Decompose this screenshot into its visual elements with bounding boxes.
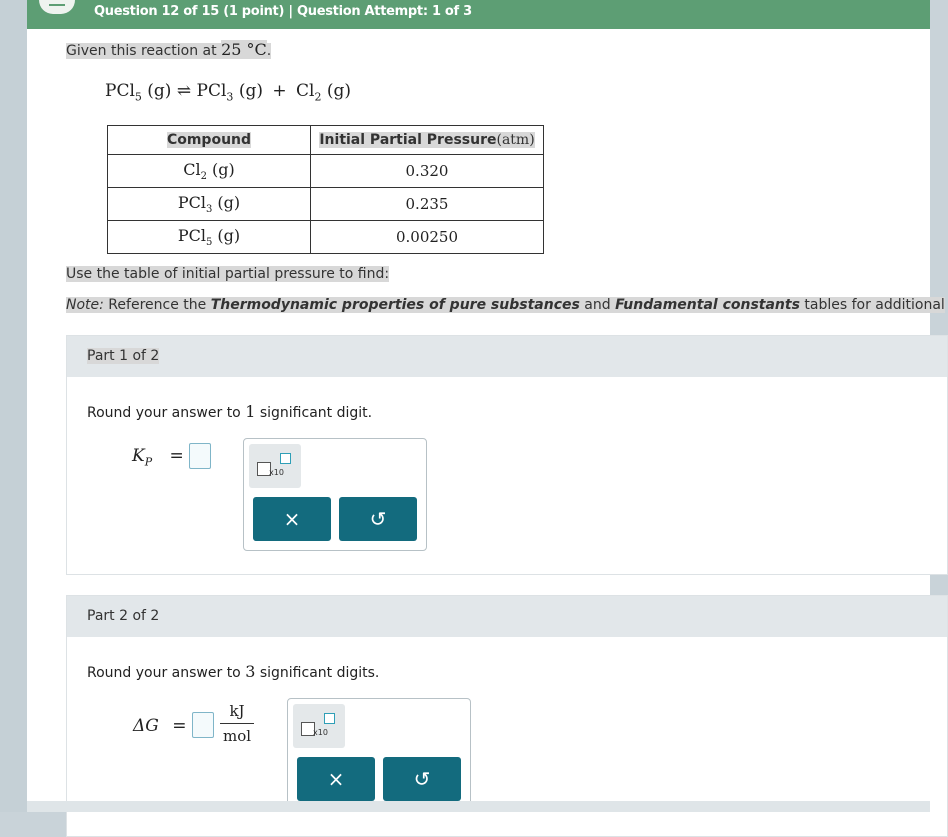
part-2-math-toolbar (287, 698, 471, 811)
initial-pressure-table (107, 125, 544, 254)
clear-button[interactable] (253, 497, 331, 541)
close-icon: × (283, 507, 301, 531)
constants-table-link[interactable]: Fundamental constants (615, 297, 800, 313)
table-row: PCl$_3$ (g) 0.235 (108, 188, 544, 221)
scientific-notation-button[interactable]: x10 (293, 704, 345, 748)
clear-button[interactable] (297, 757, 375, 801)
question-title: Question 12 of 15 (1 point) | Question Attempt: 1 of 3 (94, 4, 472, 19)
part-1-panel (66, 335, 948, 575)
part-1-instruction: Round your answer to 1 significant digit. (87, 402, 373, 421)
column-header-pressure: Initial Partial Pressure(atm) (311, 126, 544, 155)
note-text: Note: Reference the Thermodynamic properties of pure substances and Fundamental constants tables for additional (66, 297, 945, 313)
left-strip (0, 0, 27, 812)
given-statement (66, 40, 271, 59)
part-2-header: Part 2 of 2 (67, 596, 947, 637)
menu-icon (49, 4, 65, 6)
delta-g-label: ΔG = (133, 716, 187, 736)
thermo-table-link[interactable]: Thermodynamic properties of pure substances (210, 297, 580, 313)
part-1-math-toolbar (243, 438, 427, 551)
table-row: $Cl_2$ (g) 0.320 (108, 155, 544, 188)
kp-answer-input[interactable] (189, 443, 211, 469)
exponent-box-icon (280, 453, 291, 464)
instructions-text: Use the table of initial partial pressure to find: (66, 266, 390, 282)
given-text: Given this reaction at (66, 43, 217, 59)
kp-label: $K_P$ = (132, 446, 184, 469)
bottom-bar (27, 801, 930, 812)
close-icon: × (327, 767, 345, 791)
part-1-header: Part 1 of 2 (67, 336, 947, 377)
unit-fraction: kJ mol (220, 702, 254, 745)
question-content (27, 29, 945, 801)
undo-icon: ↺ (369, 507, 387, 531)
equilibrium-arrow: ⇌ (176, 81, 192, 101)
reaction-equation: PCl$_5$ (g) ⇌ PCl$_3$ $(g) + Cl_2$ (g) (105, 81, 352, 104)
scientific-notation-button[interactable]: x10 (249, 444, 301, 488)
undo-icon: ↺ (413, 767, 431, 791)
exponent-box-icon (324, 713, 335, 724)
undo-button[interactable] (339, 497, 417, 541)
column-header-compound: Compound (108, 126, 311, 155)
delta-g-answer-input[interactable] (192, 712, 214, 738)
temperature-value: 25 °C (221, 40, 267, 59)
part-2-instruction: Round your answer to 3 significant digits. (87, 662, 380, 681)
undo-button[interactable] (383, 757, 461, 801)
table-row: PCl$_5$ (g) 0.00250 (108, 221, 544, 254)
given-period: . (266, 43, 272, 59)
